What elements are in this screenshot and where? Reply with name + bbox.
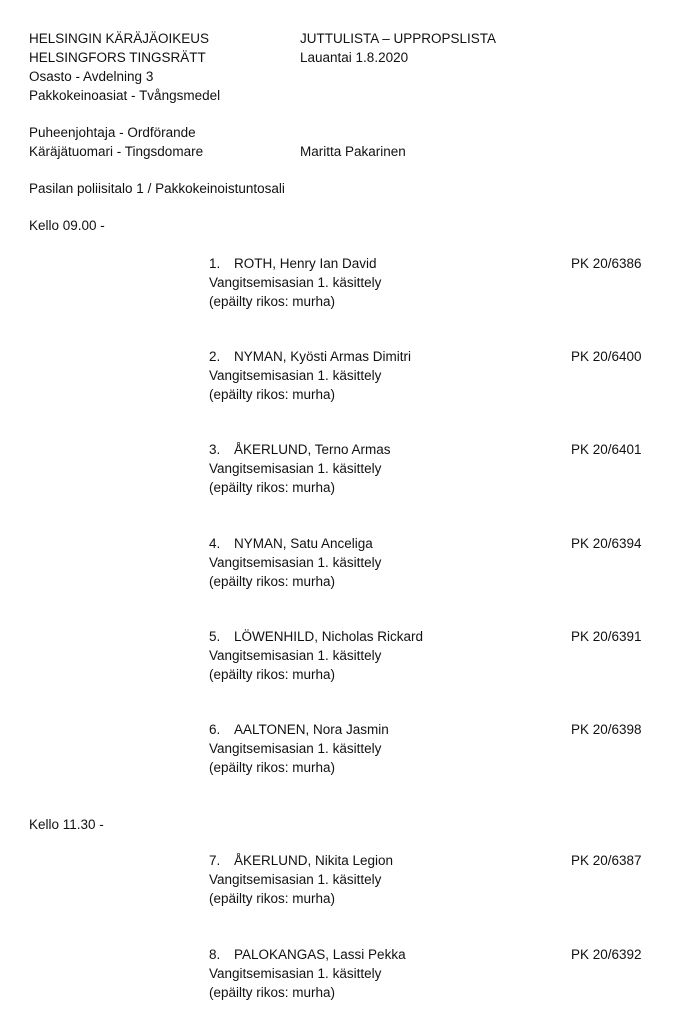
case-ref: PK 20/6391 [571, 629, 642, 644]
chair-title: Puheenjohtaja - Ordförande [29, 125, 196, 140]
chair-name: Maritta Pakarinen [300, 144, 406, 159]
case-entry [209, 720, 649, 777]
case-ref: PK 20/6392 [571, 947, 642, 962]
case-number: 3. [209, 442, 221, 457]
case-type: Vangitsemisasian 1. käsittely [209, 648, 382, 663]
case-ref: PK 20/6394 [571, 536, 642, 551]
defendant-name: NYMAN, Kyösti Armas Dimitri [234, 349, 412, 364]
list-date: Lauantai 1.8.2020 [300, 50, 409, 65]
defendant-name: NYMAN, Satu Anceliga [234, 536, 373, 551]
case-number: 7. [209, 853, 221, 868]
case-number: 8. [209, 947, 221, 962]
defendant-name: ÅKERLUND, Nikita Legion [234, 853, 394, 868]
case-number: 4. [209, 536, 221, 551]
case-entry [209, 347, 649, 404]
case-number: 2. [209, 349, 221, 364]
defendant-name: ÅKERLUND, Terno Armas [234, 442, 391, 457]
case-offence: (epäilty rikos: murha) [209, 480, 336, 495]
case-entry [209, 851, 649, 908]
defendant-name: AALTONEN, Nora Jasmin [234, 722, 389, 737]
case-offence: (epäilty rikos: murha) [209, 985, 336, 1000]
case-offence: (epäilty rikos: murha) [209, 891, 336, 906]
chair-role: Käräjätuomari - Tingsdomare [29, 144, 204, 159]
case-type: Vangitsemisasian 1. käsittely [209, 872, 382, 887]
matter-type: Pakkokeinoasiat - Tvångsmedel [29, 88, 221, 103]
defendant-name: LÖWENHILD, Nicholas Rickard [234, 629, 424, 644]
list-title: JUTTULISTA – UPPROPSLISTA [300, 31, 497, 46]
case-ref: PK 20/6386 [571, 256, 642, 271]
case-type: Vangitsemisasian 1. käsittely [209, 275, 382, 290]
chair-block [29, 123, 203, 161]
department: Osasto - Avdelning 3 [29, 69, 154, 84]
case-ref: PK 20/6400 [571, 349, 642, 364]
court-name-fi: HELSINGIN KÄRÄJÄOIKEUS [29, 31, 210, 46]
case-type: Vangitsemisasian 1. käsittely [209, 555, 382, 570]
case-type: Vangitsemisasian 1. käsittely [209, 461, 382, 476]
defendant-name: ROTH, Henry Ian David [234, 256, 377, 271]
case-ref: PK 20/6401 [571, 442, 642, 457]
case-type: Vangitsemisasian 1. käsittely [209, 741, 382, 756]
case-offence: (epäilty rikos: murha) [209, 574, 336, 589]
defendant-name: PALOKANGAS, Lassi Pekka [234, 947, 406, 962]
case-type: Vangitsemisasian 1. käsittely [209, 966, 382, 981]
location: Pasilan poliisitalo 1 / Pakkokeinoistuntosali [29, 181, 285, 196]
case-offence: (epäilty rikos: murha) [209, 760, 336, 775]
case-number: 5. [209, 629, 221, 644]
case-entry [209, 534, 649, 591]
case-entry [209, 945, 649, 1002]
case-offence: (epäilty rikos: murha) [209, 387, 336, 402]
session-time: Kello 09.00 - [29, 218, 105, 233]
case-number: 6. [209, 722, 221, 737]
case-entry [209, 627, 649, 684]
case-ref: PK 20/6398 [571, 722, 642, 737]
case-entry [209, 254, 649, 311]
court-name-sv: HELSINGFORS TINGSRÄTT [29, 50, 206, 65]
case-entry [209, 440, 649, 497]
session-time: Kello 11.30 - [29, 817, 104, 832]
list-header [300, 29, 496, 67]
case-ref: PK 20/6387 [571, 853, 642, 868]
case-offence: (epäilty rikos: murha) [209, 294, 336, 309]
court-header [29, 29, 220, 105]
case-number: 1. [209, 256, 221, 271]
case-type: Vangitsemisasian 1. käsittely [209, 368, 382, 383]
case-offence: (epäilty rikos: murha) [209, 667, 336, 682]
